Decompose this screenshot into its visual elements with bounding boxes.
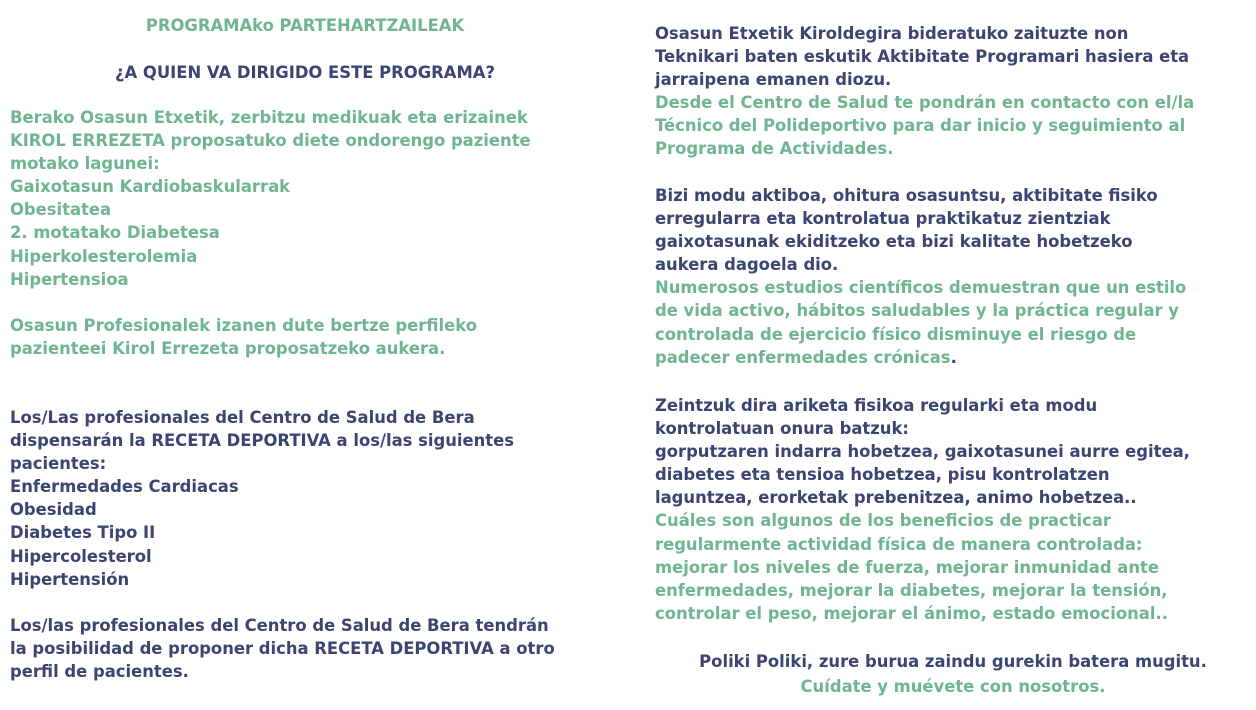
title-es: ¿A QUIEN VA DIRIGIDO ESTE PROGRAMA?	[115, 63, 495, 82]
condition-eu: 2. motatako Diabetesa	[10, 223, 220, 243]
other-es-line: la posibilidad de proponer dicha RECETA DEPORTIVA a otro	[10, 639, 555, 659]
studies-eu-line: aukera dagoela dio.	[655, 255, 839, 275]
studies-es-line: controlada de ejercicio físico disminuye el riesgo de	[655, 324, 1137, 344]
intro-es-line: dispensarán la RECETA DEPORTIVA a los/las siguientes	[10, 431, 514, 451]
other-profiles-es	[10, 614, 555, 683]
benefits-eu-line: laguntzea, erorketak prebenitzea, animo hobetzea..	[655, 488, 1137, 508]
studies-es-text: padecer enfermedades crónicas	[655, 347, 951, 367]
condition-es: Obesidad	[10, 500, 97, 520]
benefits-es-line: enfermedades, mejorar la diabetes, mejorar la tensión,	[655, 580, 1168, 600]
other-eu-line: pazienteei Kirol Errezeta proposatzeko aukera.	[10, 339, 446, 359]
condition-eu: Hiperkolesterolemia	[10, 246, 198, 266]
condition-eu: Hipertensioa	[10, 269, 129, 289]
benefits-eu-line: diabetes eta tensioa hobetzea, pisu kontrolatzen	[655, 465, 1110, 485]
intro-es-line: pacientes:	[10, 454, 107, 474]
closing-eu: Poliki Poliki, zure burua zaindu gurekin batera mugitu.	[699, 652, 1207, 671]
benefits-block	[655, 394, 1190, 625]
studies-es-last-line	[655, 346, 1186, 369]
referral-es-line: Programa de Actividades.	[655, 139, 894, 159]
referral-es-line: Técnico del Polideportivo para dar inicio y seguimiento al	[655, 116, 1186, 136]
studies-block	[655, 184, 1186, 369]
intro-es	[10, 406, 514, 591]
studies-eu-line: erregularra eta kontrolatua praktikatuz zientziak	[655, 209, 1111, 229]
benefits-es-line: controlar el peso, mejorar el ánimo, estado emocional..	[655, 603, 1168, 623]
intro-eu-line: KIROL ERREZETA proposatuko diete ondorengo paziente	[10, 131, 531, 151]
benefits-eu-line: Zeintzuk dira ariketa fisikoa regularki eta modu	[655, 396, 1098, 415]
benefits-eu-line: gorputzaren indarra hobetzea, gaixotasunei aurre egitea,	[655, 442, 1190, 462]
condition-eu: Gaixotasun Kardiobaskularrak	[10, 177, 291, 197]
other-eu-line: Osasun Profesionalek izanen dute bertze perfileko	[10, 316, 477, 335]
title-eu: PROGRAMAko PARTEHARTZAILEAK	[145, 16, 465, 35]
intro-eu-line: motako lagunei:	[10, 154, 160, 174]
referral-eu-line: Osasun Etxetik Kiroldegira bideratuko zaituzte non	[655, 24, 1129, 43]
intro-eu-line: Berako Osasun Etxetik, zerbitzu medikuak eta erizainek	[10, 108, 528, 127]
condition-es: Enfermedades Cardiacas	[10, 477, 239, 497]
other-profiles-eu	[10, 314, 477, 360]
closing-es: Cuídate y muévete con nosotros.	[800, 677, 1106, 696]
intro-eu	[10, 106, 531, 291]
studies-es-line: Numerosos estudios científicos demuestran que un estilo	[655, 278, 1187, 298]
other-es-line: Los/las profesionales del Centro de Salud de Bera tendrán	[10, 616, 549, 635]
studies-es-line: de vida activo, hábitos saludables y la práctica regular y	[655, 301, 1179, 321]
benefits-es-line: Cuáles son algunos de los beneficios de practicar	[655, 511, 1112, 531]
other-es-line: perfil de pacientes.	[10, 662, 189, 682]
referral-eu-line: Teknikari baten eskutik Aktibitate Programari hasiera eta	[655, 47, 1190, 67]
referral-block	[655, 22, 1194, 161]
condition-eu: Obesitatea	[10, 200, 112, 220]
referral-es-line: Desde el Centro de Salud te pondrán en contacto con el/la	[655, 93, 1195, 113]
studies-es-period: .	[950, 347, 957, 367]
studies-eu-line: Bizi modu aktiboa, ohitura osasuntsu, aktibitate fisiko	[655, 186, 1158, 205]
condition-es: Diabetes Tipo II	[10, 523, 156, 543]
benefits-es-line: regularmente actividad física de manera controlada:	[655, 534, 1143, 554]
intro-es-line: Los/Las profesionales del Centro de Salud de Bera	[10, 408, 475, 427]
benefits-es-line: mejorar los niveles de fuerza, mejorar inmunidad ante	[655, 557, 1159, 577]
referral-eu-line: jarraipena emanen diozu.	[655, 70, 892, 90]
studies-eu-line: gaixotasunak ekiditzeko eta bizi kalitate hobetzeko	[655, 232, 1133, 252]
condition-es: Hipertensión	[10, 569, 130, 589]
benefits-eu-line: kontrolatuan onura batzuk:	[655, 419, 909, 439]
condition-es: Hipercolesterol	[10, 546, 152, 566]
